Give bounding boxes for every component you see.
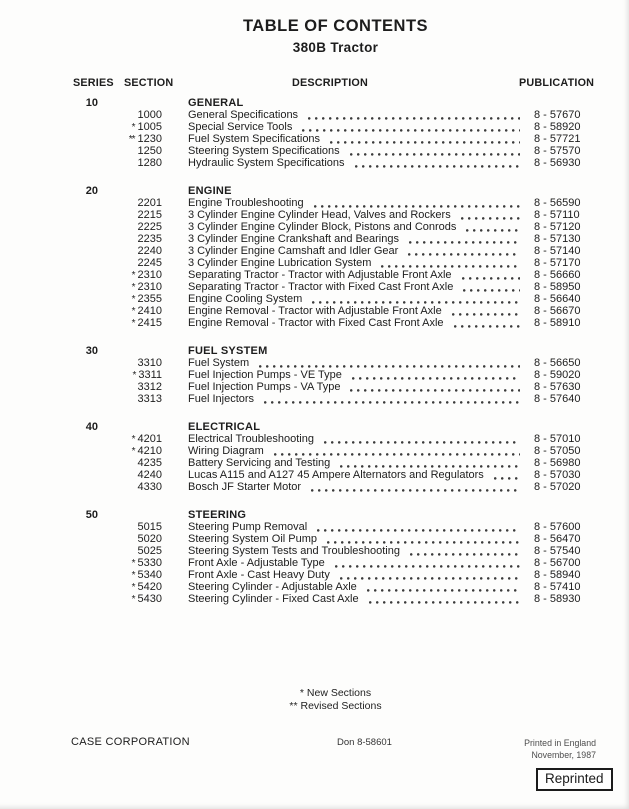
description-cell <box>188 469 534 481</box>
description-text: Steering System Tests and Troubleshooting <box>188 545 400 557</box>
dot-leader <box>408 253 520 256</box>
section-title: GENERAL <box>188 97 244 109</box>
description-cell <box>188 369 534 381</box>
publication-number: 8 - 57540 <box>534 545 581 557</box>
section-number: 1250 <box>137 145 162 157</box>
toc-row <box>0 317 629 329</box>
description-text: Front Axle - Adjustable Type <box>188 557 325 569</box>
section-number: 5420 <box>137 581 162 593</box>
section-number: 2235 <box>137 233 162 245</box>
section-header-row <box>0 509 629 521</box>
dot-leader <box>381 265 520 268</box>
publication-number: 8 - 57721 <box>534 133 581 145</box>
section-number: 3311 <box>138 369 162 381</box>
toc-section <box>0 509 629 605</box>
toc-row <box>0 593 629 605</box>
toc-row <box>0 433 629 445</box>
section-number: 3310 <box>137 357 162 369</box>
new-revised-marker: * <box>131 558 135 569</box>
description-cell <box>188 581 534 593</box>
section-number: 4330 <box>137 481 162 493</box>
dot-leader <box>461 217 520 220</box>
description-cell <box>188 533 534 545</box>
dot-leader <box>312 301 520 304</box>
footnotes <box>42 687 629 712</box>
new-revised-marker: * <box>131 570 135 581</box>
section-title: STEERING <box>188 509 247 521</box>
dot-leader <box>259 365 520 368</box>
description-text: Fuel Injectors <box>188 393 255 405</box>
toc-row <box>0 445 629 457</box>
description-cell <box>188 221 534 233</box>
section-number: 1280 <box>137 157 162 169</box>
description-cell <box>188 197 534 209</box>
section-number-cell <box>98 381 162 393</box>
description-text: Steering Pump Removal <box>188 521 308 533</box>
series-number: 40 <box>85 421 98 433</box>
dot-leader <box>494 477 520 480</box>
section-title-cell <box>188 509 534 521</box>
section-number-cell <box>98 245 162 257</box>
dot-leader <box>352 377 520 380</box>
section-number: 2310 <box>137 281 162 293</box>
publication-number: 8 - 57640 <box>534 393 581 405</box>
publication-number: 8 - 57110 <box>534 209 580 221</box>
section-title-cell <box>188 97 534 109</box>
dot-leader <box>355 165 520 168</box>
description-cell <box>188 521 534 533</box>
description-cell <box>188 157 534 169</box>
new-revised-marker: * <box>131 582 135 593</box>
dot-leader <box>466 229 520 232</box>
section-title: ENGINE <box>188 185 232 197</box>
column-header-publication: PUBLICATION <box>519 77 595 89</box>
toc-row <box>0 197 629 209</box>
footnote-new-sections: * New Sections <box>299 687 372 699</box>
dot-leader <box>410 553 520 556</box>
description-text: General Specifications <box>188 109 299 121</box>
section-number: 2201 <box>137 197 162 209</box>
publication-number: 8 - 57140 <box>534 245 581 257</box>
column-header-section: SECTION <box>124 77 174 89</box>
section-number: 5015 <box>137 521 162 533</box>
section-title-cell <box>188 421 534 433</box>
toc-row <box>0 533 629 545</box>
publication-number: 8 - 59020 <box>534 369 581 381</box>
section-header-row <box>0 421 629 433</box>
toc-row <box>0 381 629 393</box>
description-cell <box>188 317 534 329</box>
description-cell <box>188 457 534 469</box>
description-cell <box>188 133 534 145</box>
toc-row <box>0 121 629 133</box>
dot-leader <box>335 565 520 568</box>
description-text: Special Service Tools <box>188 121 293 133</box>
description-cell <box>188 545 534 557</box>
description-cell <box>188 209 534 221</box>
company-name: CASE CORPORATION <box>71 736 190 748</box>
description-cell <box>188 381 534 393</box>
publication-number: 8 - 58950 <box>534 281 581 293</box>
toc-row <box>0 569 629 581</box>
publication-number: 8 - 57030 <box>534 469 581 481</box>
section-number-cell <box>98 233 162 245</box>
section-number: 4240 <box>137 469 162 481</box>
toc-row <box>0 245 629 257</box>
section-number: 2240 <box>137 245 162 257</box>
new-revised-marker: * <box>131 270 135 281</box>
publication-number: 8 - 58920 <box>534 121 581 133</box>
dot-leader <box>317 529 520 532</box>
publication-number: 8 - 57410 <box>534 581 581 593</box>
description-cell <box>188 269 534 281</box>
dot-leader <box>327 541 520 544</box>
section-number-cell <box>98 317 162 330</box>
column-header-description: DESCRIPTION <box>292 77 368 89</box>
description-text: Wiring Diagram <box>188 445 264 457</box>
series-number: 50 <box>85 509 98 521</box>
publication-number: 8 - 57600 <box>534 521 581 533</box>
dot-leader <box>463 289 520 292</box>
title-block <box>42 17 629 55</box>
description-text: Fuel System <box>188 357 250 369</box>
section-number-cell <box>98 197 162 209</box>
series-number: 10 <box>85 97 98 109</box>
toc-row <box>0 281 629 293</box>
dot-leader <box>350 389 520 392</box>
section-title-cell <box>188 345 534 357</box>
publication-number: 8 - 56670 <box>534 305 581 317</box>
description-text: Engine Removal - Tractor with Adjustable Front Axle <box>188 305 442 317</box>
section-title: FUEL SYSTEM <box>188 345 268 357</box>
section-number: 2355 <box>137 293 162 305</box>
description-cell <box>188 233 534 245</box>
description-cell <box>188 305 534 317</box>
toc-row <box>0 469 629 481</box>
description-cell <box>188 445 534 457</box>
toc-row <box>0 357 629 369</box>
section-number: 1000 <box>137 109 162 121</box>
toc-row <box>0 257 629 269</box>
section-number: 5025 <box>137 545 162 557</box>
dot-leader <box>274 453 520 456</box>
description-text: Steering Cylinder - Adjustable Axle <box>188 581 357 593</box>
page-subtitle: 380B Tractor <box>292 40 379 55</box>
description-text: Battery Servicing and Testing <box>188 457 331 469</box>
section-number-cell <box>98 457 162 469</box>
description-text: Engine Removal - Tractor with Fixed Cast Front Axle <box>188 317 444 329</box>
publication-number: 8 - 57120 <box>534 221 581 233</box>
description-text: 3 Cylinder Engine Cylinder Head, Valves and Rockers <box>188 209 451 221</box>
description-cell <box>188 357 534 369</box>
section-number: 2310 <box>137 269 162 281</box>
dot-leader <box>409 241 520 244</box>
description-text: 3 Cylinder Engine Cylinder Block, Pistons and Conrods <box>188 221 457 233</box>
publication-number: 8 - 56640 <box>534 293 581 305</box>
description-text: Lucas A115 and A127 45 Ampere Alternators and Regulators <box>188 469 484 481</box>
publication-number: 8 - 57630 <box>534 381 581 393</box>
print-info <box>524 737 596 761</box>
description-text: Steering System Specifications <box>188 145 340 157</box>
publication-number: 8 - 56660 <box>534 269 581 281</box>
dot-leader <box>369 601 520 604</box>
toc-section <box>0 185 629 329</box>
dot-leader <box>314 205 520 208</box>
toc-row <box>0 145 629 157</box>
description-cell <box>188 281 534 293</box>
series-number: 20 <box>85 185 98 197</box>
toc-row <box>0 293 629 305</box>
section-number-cell <box>98 545 162 557</box>
description-cell <box>188 557 534 569</box>
description-cell <box>188 481 534 493</box>
dot-leader <box>340 465 520 468</box>
column-header-series: SERIES <box>73 77 114 89</box>
new-revised-marker: * <box>131 294 135 305</box>
section-number: 5330 <box>137 557 162 569</box>
new-revised-marker: * <box>131 306 135 317</box>
section-number-cell <box>98 593 162 606</box>
description-text: Steering System Oil Pump <box>188 533 317 545</box>
toc-row <box>0 393 629 405</box>
section-number: 2410 <box>137 305 162 317</box>
toc-row <box>0 209 629 221</box>
toc-section <box>0 97 629 169</box>
description-cell <box>188 569 534 581</box>
section-number: 1230 <box>137 133 162 145</box>
dot-leader <box>264 401 520 404</box>
print-date: November, 1987 <box>531 750 596 760</box>
toc-row <box>0 545 629 557</box>
section-number-cell <box>98 481 162 493</box>
toc-row <box>0 481 629 493</box>
description-cell <box>188 121 534 133</box>
section-number-cell <box>98 257 162 269</box>
description-text: Electrical Troubleshooting <box>188 433 314 445</box>
dot-leader <box>302 129 520 132</box>
toc-row <box>0 109 629 121</box>
section-number-cell <box>98 533 162 545</box>
description-text: Engine Troubleshooting <box>188 197 304 209</box>
publication-number: 8 - 58940 <box>534 569 581 581</box>
description-text: Bosch JF Starter Motor <box>188 481 302 493</box>
toc-row <box>0 581 629 593</box>
toc-row <box>0 133 629 145</box>
dot-leader <box>350 153 520 156</box>
dot-leader <box>462 277 520 280</box>
section-title: ELECTRICAL <box>188 421 261 433</box>
description-cell <box>188 109 534 121</box>
new-revised-marker: * <box>131 446 135 457</box>
section-number: 5430 <box>137 593 162 605</box>
printed-in-text: Printed in England <box>524 738 596 748</box>
description-cell <box>188 257 534 269</box>
description-text: Front Axle - Cast Heavy Duty <box>188 569 330 581</box>
toc-row <box>0 233 629 245</box>
publication-number: 8 - 57130 <box>534 233 581 245</box>
publication-number: 8 - 57010 <box>534 433 581 445</box>
section-number-cell <box>98 109 162 121</box>
series-number: 30 <box>85 345 98 357</box>
dot-leader <box>340 577 520 580</box>
description-text: 3 Cylinder Engine Lubrication System <box>188 257 372 269</box>
section-title-cell <box>188 185 534 197</box>
publication-number: 8 - 57020 <box>534 481 581 493</box>
new-revised-marker: * <box>131 122 135 133</box>
toc-row <box>0 269 629 281</box>
toc-section <box>0 345 629 405</box>
toc-row <box>0 457 629 469</box>
publication-number: 8 - 57050 <box>534 445 581 457</box>
section-header-row <box>0 97 629 109</box>
publication-number: 8 - 56650 <box>534 357 581 369</box>
toc-row <box>0 157 629 169</box>
publication-number: 8 - 58910 <box>534 317 581 329</box>
section-number: 3313 <box>137 393 162 405</box>
publication-number: 8 - 56700 <box>534 557 581 569</box>
description-cell <box>188 293 534 305</box>
description-text: Fuel System Specifications <box>188 133 321 145</box>
publication-number: 8 - 57570 <box>534 145 581 157</box>
description-text: Separating Tractor - Tractor with Fixed Cast Front Axle <box>188 281 454 293</box>
dot-leader <box>454 325 520 328</box>
description-cell <box>188 145 534 157</box>
section-number: 2225 <box>137 221 162 233</box>
new-revised-marker: * <box>131 282 135 293</box>
description-text: Engine Cooling System <box>188 293 303 305</box>
section-number-cell <box>98 469 162 481</box>
publication-number: 8 - 56470 <box>534 533 581 545</box>
section-number: 4235 <box>137 457 162 469</box>
publication-number: 8 - 57670 <box>534 109 581 121</box>
section-number: 4201 <box>137 433 162 445</box>
section-number: 2245 <box>137 257 162 269</box>
dot-leader <box>330 141 520 144</box>
description-cell <box>188 433 534 445</box>
description-cell <box>188 593 534 605</box>
new-revised-marker: * <box>131 594 135 605</box>
footnote-revised-sections: ** Revised Sections <box>289 699 382 712</box>
toc-row <box>0 221 629 233</box>
new-revised-marker: ** <box>128 134 135 145</box>
section-number: 2215 <box>137 209 162 221</box>
document-code: Don 8-58601 <box>337 737 392 748</box>
description-text: Fuel Injection Pumps - VE Type <box>188 369 342 381</box>
dot-leader <box>367 589 520 592</box>
section-number: 5340 <box>137 569 162 581</box>
section-number-cell <box>98 521 162 533</box>
description-text: Hydraulic System Specifications <box>188 157 345 169</box>
toc-row <box>0 305 629 317</box>
publication-number: 8 - 56590 <box>534 197 581 209</box>
description-text: 3 Cylinder Engine Camshaft and Idler Gear <box>188 245 399 257</box>
section-number-cell <box>98 145 162 157</box>
section-header-row <box>0 185 629 197</box>
dot-leader <box>311 489 520 492</box>
dot-leader <box>452 313 520 316</box>
toc-body <box>0 97 629 605</box>
description-cell <box>188 393 534 405</box>
section-number: 1005 <box>137 121 162 133</box>
new-revised-marker: * <box>131 434 135 445</box>
new-revised-marker: * <box>132 370 136 381</box>
section-number: 5020 <box>137 533 162 545</box>
publication-number: 8 - 58930 <box>534 593 581 605</box>
section-number-cell <box>98 357 162 369</box>
section-number-cell <box>98 157 162 169</box>
section-number: 4210 <box>137 445 162 457</box>
description-text: Fuel Injection Pumps - VA Type <box>188 381 341 393</box>
reprinted-stamp: Reprinted <box>536 768 613 791</box>
new-revised-marker: * <box>131 318 135 329</box>
column-headers <box>0 77 629 91</box>
description-text: Steering Cylinder - Fixed Cast Axle <box>188 593 359 605</box>
section-number: 2415 <box>137 317 162 329</box>
description-cell <box>188 245 534 257</box>
publication-number: 8 - 57170 <box>534 257 581 269</box>
publication-number: 8 - 56980 <box>534 457 581 469</box>
dot-leader <box>324 441 520 444</box>
dot-leader <box>308 117 520 120</box>
publication-number: 8 - 56930 <box>534 157 581 169</box>
toc-row <box>0 521 629 533</box>
section-number-cell <box>98 209 162 221</box>
toc-row <box>0 557 629 569</box>
section-number-cell <box>98 393 162 405</box>
section-number: 3312 <box>137 381 162 393</box>
description-text: Separating Tractor - Tractor with Adjustable Front Axle <box>188 269 452 281</box>
section-number-cell <box>98 221 162 233</box>
toc-section <box>0 421 629 493</box>
toc-row <box>0 369 629 381</box>
section-header-row <box>0 345 629 357</box>
description-text: 3 Cylinder Engine Crankshaft and Bearings <box>188 233 399 245</box>
page-title: TABLE OF CONTENTS <box>242 17 429 35</box>
